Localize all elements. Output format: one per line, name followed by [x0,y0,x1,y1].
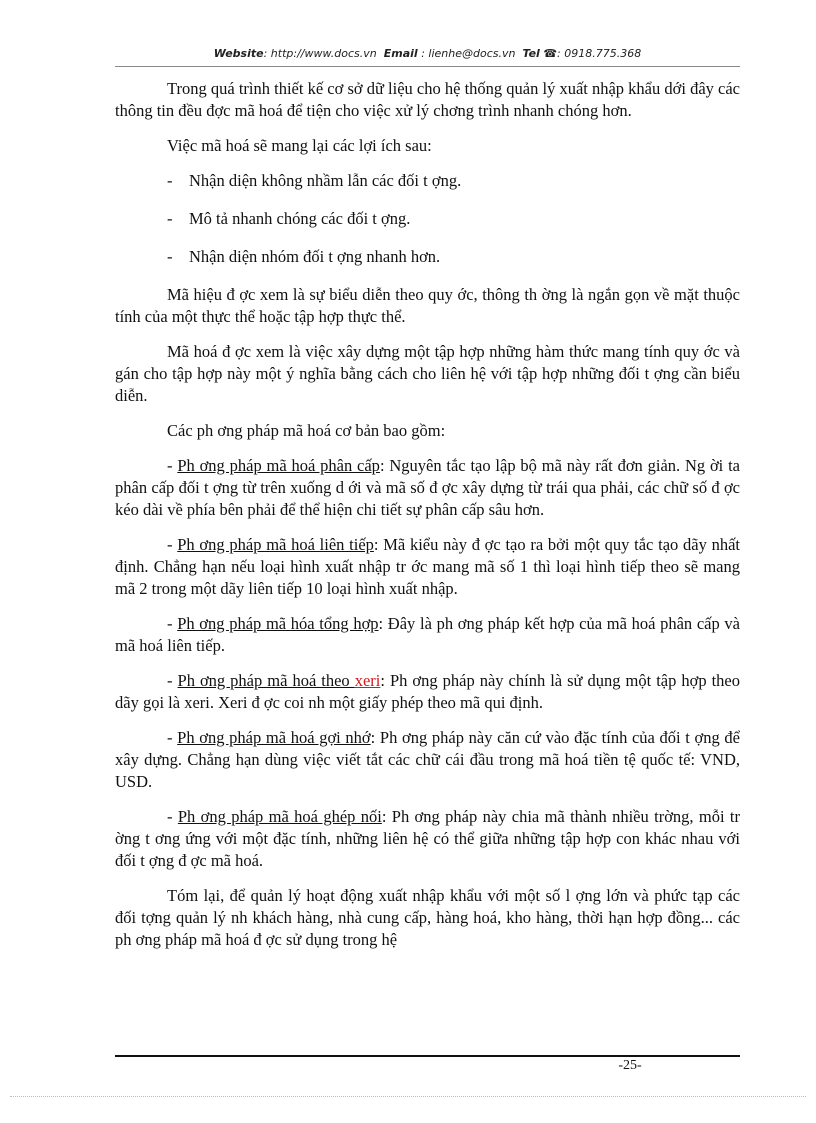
method-title-red: xeri [354,671,381,690]
method-prefix: - [167,807,178,826]
method-hierarchical [115,455,740,521]
list-item [115,246,740,268]
method-mnemonic [115,727,740,793]
method-title: Ph ơng pháp mã hoá liên tiếp [177,535,374,554]
paragraph-encoding-definition: Mã hoá đ ợc xem là việc xây dựng một tập hợp những hàm thức mang tính quy ớc và gán cho tập hợp này một ý nghĩa bằng cách cho liên hệ với tập hợp những đối t ợng cần biểu diễn. [115,342,740,405]
method-prefix: - [167,614,178,633]
list-item-text: Nhận diện không nhầm lẫn các đối t ợng. [189,171,462,190]
method-concatenation [115,806,740,872]
document-body [115,78,740,964]
page-break-line [10,1096,806,1097]
paragraph-intro: Trong quá trình thiết kế cơ sở dữ liệu cho hệ thống quản lý xuất nhập khẩu dới đây các thông tin đều đợc mã hoá để tiện cho việc xử lý chơng trình nhanh chóng hơn. [115,79,740,120]
footer-divider [115,1055,740,1057]
method-text: : Đây là ph ơng pháp kết hợp của mã hoá phân cấp và mã hoá liên tiếp. [115,614,740,655]
method-title: Ph ơng pháp mã hóa tổng hợp [177,614,379,633]
email-label: Email [383,47,418,60]
list-item-text: Mô tả nhanh chóng các đối t ợng. [189,209,411,228]
method-prefix: - [167,456,178,475]
method-serial [115,670,740,714]
list-item-text: Nhận diện nhóm đối t ợng nhanh hơn. [189,247,441,266]
method-text: : Ph ơng pháp này chính là sử dụng một tập hợp theo dãy gọi là xeri. Xeri đ ợc coi nh một giấy phép theo mã qui định. [115,671,740,712]
page-number: -25- [618,1058,642,1073]
method-title: Ph ơng pháp mã hoá theo [177,671,355,690]
method-combined [115,613,740,657]
paragraph-summary: Tóm lại, để quản lý hoạt động xuất nhập khẩu với một số l ợng lớn và phức tạp các đối tợng quản lý nh khách hàng, nhà cung cấp, hàng hoá, kho hàng, thời hạn hợp đồng... các ph ơng pháp mã hoá đ ợc sử dụng trong hệ [115,886,740,949]
method-text: : Ph ơng pháp này chia mã thành nhiều trờng, mỗi tr ờng t ơng ứng với một đặc tính, những liên hệ có thể giữa những tập hợp con khác nhau với đối t ợng đ ợc mã hoá. [115,807,740,870]
website-value: : http://www.docs.vn [263,47,377,60]
method-text: : Mã kiểu này đ ợc tạo ra bởi một quy tắc tạo dãy nhất định. Chẳng hạn nếu loại hình xuất nhập tr ớc mang mã số 1 thì loại hình tiếp theo sẽ mang mã 2 trong một dãy liên tiếp 10 loại hình xuất nhập. [115,535,740,598]
paragraph-methods-intro: Các ph ơng pháp mã hoá cơ bản bao gồm: [167,421,446,440]
page-header [115,47,740,60]
method-text: : Nguyên tắc tạo lập bộ mã này rất đơn giản. Ng ời ta phân cấp đối t ợng từ trên xuống d ới và mã số đ ợc xây dựng từ trái qua phải, các chữ số đ ợc kéo dài về phía bên phải để thể hiện chi tiết sự phân cấp sâu hơn. [115,456,740,519]
method-text: : Ph ơng pháp này căn cứ vào đặc tính của đối t ợng để xây dựng. Chẳng hạn dùng việc viết tắt các chữ cái đầu trong mã hoá tiền tệ quốc tế: VND, USD. [115,728,740,791]
paragraph-benefits: Việc mã hoá sẽ mang lại các lợi ích sau: [167,136,432,155]
tel-label: Tel [522,47,540,60]
paragraph-code-definition: Mã hiệu đ ợc xem là sự biểu diễn theo quy ớc, thông th ờng là ngắn gọn về mặt thuộc tính của một thực thể hoặc tập hợp thực thể. [115,285,740,326]
tel-value: : 0918.775.368 [557,47,642,60]
list-item [115,170,740,192]
bullet-dash: - [167,247,173,266]
header-divider [115,66,740,67]
phone-icon: ☎ [543,47,558,60]
method-title: Ph ơng pháp mã hoá phân cấp [177,456,380,475]
method-sequential [115,534,740,600]
bullet-dash: - [167,171,173,190]
method-prefix: - [167,671,178,690]
email-value: : lienhe@docs.vn [421,47,516,60]
method-prefix: - [167,535,178,554]
list-item [115,208,740,230]
website-label: Website [213,47,264,60]
method-title: Ph ơng pháp mã hoá ghép nối [177,807,382,826]
method-prefix: - [167,728,178,747]
method-title: Ph ơng pháp mã hoá gợi nhớ [177,728,371,747]
bullet-dash: - [167,209,173,228]
